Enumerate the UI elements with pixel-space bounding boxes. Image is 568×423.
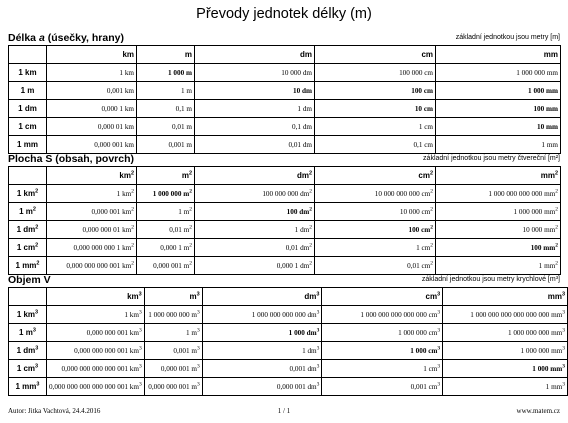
- table-cell: 0,000 1 km: [47, 100, 137, 118]
- table-cell: 1 km: [47, 64, 137, 82]
- section-area-heading: Plocha S (obsah, povrch): [8, 153, 135, 165]
- table-cell: 100 000 cm: [315, 64, 436, 82]
- table-cell: 0,000 001 km: [47, 136, 137, 154]
- table-row: [9, 64, 561, 82]
- column-header: $km^3$: [46, 288, 144, 306]
- table-cell: 0,01 $m^2$: [137, 221, 195, 239]
- row-header: 1 $km^3$: [9, 306, 47, 324]
- row-header: 1 $dm^2$: [9, 221, 47, 239]
- row-header: 1 $mm^2$: [9, 257, 47, 275]
- table-cell: 0,001 $m^3$: [144, 342, 202, 360]
- table-row: [9, 82, 561, 100]
- table-cell: 100 000 000 $dm^2$: [195, 185, 315, 203]
- table-row: [9, 360, 568, 378]
- row-header: 1 $cm^3$: [9, 360, 47, 378]
- table-cell: 0,01 m: [137, 118, 195, 136]
- table-cell: 1 000 000 mm: [436, 64, 561, 82]
- table-row: [9, 324, 568, 342]
- table-cell: 1 000 000 000 000 000 000 $mm^3$: [443, 306, 568, 324]
- column-header: $mm^3$: [443, 288, 568, 306]
- row-header: 1 $m^3$: [9, 324, 47, 342]
- table-cell: 1 000 000 000 $mm^3$: [443, 324, 568, 342]
- table-cell: 0,001 $cm^3$: [322, 378, 443, 396]
- table-cell: 0,1 cm: [315, 136, 436, 154]
- table-cell: 0,001 m: [137, 136, 195, 154]
- footer-page-number: 1 / 1: [277, 407, 291, 415]
- section-length-header: [8, 32, 560, 45]
- row-header: 1 cm: [9, 118, 47, 136]
- table-cell: 1 000 000 $mm^3$: [443, 342, 568, 360]
- table-row: [9, 342, 568, 360]
- table-cell: 0,000 000 01 $km^2$: [47, 221, 137, 239]
- table-cell: 0,01 dm: [195, 136, 315, 154]
- footer-author: Autor: Jitka Vachtová, 24.4.2016: [8, 407, 101, 415]
- table-cell: 0,000 001 $dm^3$: [202, 378, 322, 396]
- table-cell: 1 $m^3$: [144, 324, 202, 342]
- table-cell: 0,000 000 001 $m^3$: [144, 378, 202, 396]
- table-cell: 0,000 001 $m^2$: [137, 257, 195, 275]
- row-header: 1 dm: [9, 100, 47, 118]
- table-row: [9, 118, 561, 136]
- table-corner: [9, 46, 47, 64]
- table-cell: 0,000 01 km: [47, 118, 137, 136]
- table-cell: 1 000 $cm^3$: [322, 342, 443, 360]
- column-header: $cm^2$: [315, 167, 436, 185]
- table-cell: 1 $m^2$: [137, 203, 195, 221]
- table-cell: 0,000 000 000 000 001 $km^3$: [46, 360, 144, 378]
- column-header: dm: [195, 46, 315, 64]
- table-cell: 10 000 000 000 $cm^2$: [315, 185, 436, 203]
- column-header: $cm^3$: [322, 288, 443, 306]
- column-header: $m^3$: [144, 288, 202, 306]
- table-row: [9, 221, 561, 239]
- table-cell: 1 mm: [436, 136, 561, 154]
- table-cell: 100 cm: [315, 82, 436, 100]
- table-cell: 0,000 001 $km^2$: [47, 203, 137, 221]
- table-cell: 1 $km^3$: [46, 306, 144, 324]
- footer-site: www.matem.cz: [516, 407, 560, 415]
- section-volume-header: [8, 274, 560, 287]
- page-title: Převody jednotek délky (m): [196, 6, 372, 22]
- table-cell: 1 000 000 $cm^3$: [322, 324, 443, 342]
- table-cell: 1 000 000 $mm^2$: [436, 203, 561, 221]
- area-conversion-table: [8, 166, 561, 275]
- table-cell: 100 $cm^2$: [315, 221, 436, 239]
- table-cell: 1 000 000 000 000 000 $cm^3$: [322, 306, 443, 324]
- table-cell: 1 000 $mm^3$: [443, 360, 568, 378]
- column-header: cm: [315, 46, 436, 64]
- table-cell: 1 $cm^3$: [322, 360, 443, 378]
- table-row: [9, 185, 561, 203]
- length-conversion-table: [8, 45, 561, 154]
- table-cell: 0,000 000 000 000 000 001 $km^3$: [46, 378, 144, 396]
- table-row: [9, 239, 561, 257]
- table-cell: 1 dm: [195, 100, 315, 118]
- table-cell: 1 $mm^2$: [436, 257, 561, 275]
- table-cell: 1 000 000 000 000 $mm^2$: [436, 185, 561, 203]
- row-header: 1 $mm^3$: [9, 378, 47, 396]
- table-cell: 1 $dm^3$: [202, 342, 322, 360]
- row-header: 1 $dm^3$: [9, 342, 47, 360]
- table-cell: 1 $mm^3$: [443, 378, 568, 396]
- table-cell: 0,001 km: [47, 82, 137, 100]
- table-cell: 10 mm: [436, 118, 561, 136]
- row-header: 1 km: [9, 64, 47, 82]
- column-header: $km^2$: [47, 167, 137, 185]
- table-row: [9, 203, 561, 221]
- table-cell: 100 $mm^2$: [436, 239, 561, 257]
- table-corner: [9, 167, 47, 185]
- table-row: [9, 100, 561, 118]
- table-cell: 1 000 m: [137, 64, 195, 82]
- table-row: [9, 257, 561, 275]
- table-corner: [9, 288, 47, 306]
- table-cell: 0,1 m: [137, 100, 195, 118]
- table-cell: 1 m: [137, 82, 195, 100]
- row-header: 1 $km^2$: [9, 185, 47, 203]
- table-cell: 10 000 dm: [195, 64, 315, 82]
- table-cell: 0,000 1 $m^2$: [137, 239, 195, 257]
- table-cell: 1 cm: [315, 118, 436, 136]
- section-volume-note: základní jednotkou jsou metry krychlové [m³]: [421, 276, 560, 283]
- table-cell: 10 000 $mm^2$: [436, 221, 561, 239]
- table-cell: 0,000 000 000 001 $km^2$: [47, 257, 137, 275]
- table-cell: 0,1 dm: [195, 118, 315, 136]
- volume-conversion-table: [8, 287, 568, 396]
- column-header: $dm^2$: [195, 167, 315, 185]
- table-cell: 1 $cm^2$: [315, 239, 436, 257]
- table-cell: 1 000 000 $m^2$: [137, 185, 195, 203]
- table-row: [9, 306, 568, 324]
- column-header: km: [47, 46, 137, 64]
- table-cell: 0,000 001 $m^3$: [144, 360, 202, 378]
- column-header: $m^2$: [137, 167, 195, 185]
- row-header: 1 m: [9, 82, 47, 100]
- table-cell: 10 dm: [195, 82, 315, 100]
- column-header: $mm^2$: [436, 167, 561, 185]
- table-cell: 0,000 000 000 1 $km^2$: [47, 239, 137, 257]
- table-cell: 0,000 000 000 001 $km^3$: [46, 342, 144, 360]
- table-cell: 0,001 $dm^3$: [202, 360, 322, 378]
- table-cell: 1 000 000 000 000 $dm^3$: [202, 306, 322, 324]
- section-length-note: základní jednotkou jsou metry [m]: [455, 34, 560, 41]
- table-row: [9, 136, 561, 154]
- table-cell: 0,01 $dm^2$: [195, 239, 315, 257]
- table-cell: 0,01 $cm^2$: [315, 257, 436, 275]
- table-cell: 10 cm: [315, 100, 436, 118]
- table-cell: 1 000 mm: [436, 82, 561, 100]
- table-cell: 1 $km^2$: [47, 185, 137, 203]
- section-area-note: základní jednotkou jsou metry čtvereční [m²]: [423, 155, 560, 162]
- table-cell: 1 000 000 000 $m^3$: [144, 306, 202, 324]
- section-length-heading: Délka a (úsečky, hrany): [8, 32, 124, 44]
- table-cell: 100 $dm^2$: [195, 203, 315, 221]
- table-row: [9, 378, 568, 396]
- table-cell: 0,000 000 001 $km^3$: [46, 324, 144, 342]
- row-header: 1 $m^2$: [9, 203, 47, 221]
- table-cell: 10 000 $cm^2$: [315, 203, 436, 221]
- column-header: $dm^3$: [202, 288, 322, 306]
- table-cell: 0,000 1 $dm^2$: [195, 257, 315, 275]
- row-header: 1 $cm^2$: [9, 239, 47, 257]
- table-cell: 1 000 $dm^3$: [202, 324, 322, 342]
- table-cell: 100 mm: [436, 100, 561, 118]
- column-header: m: [137, 46, 195, 64]
- section-volume-heading: Objem V: [8, 274, 51, 286]
- table-cell: 1 $dm^2$: [195, 221, 315, 239]
- section-area-header: [8, 153, 560, 166]
- column-header: mm: [436, 46, 561, 64]
- row-header: 1 mm: [9, 136, 47, 154]
